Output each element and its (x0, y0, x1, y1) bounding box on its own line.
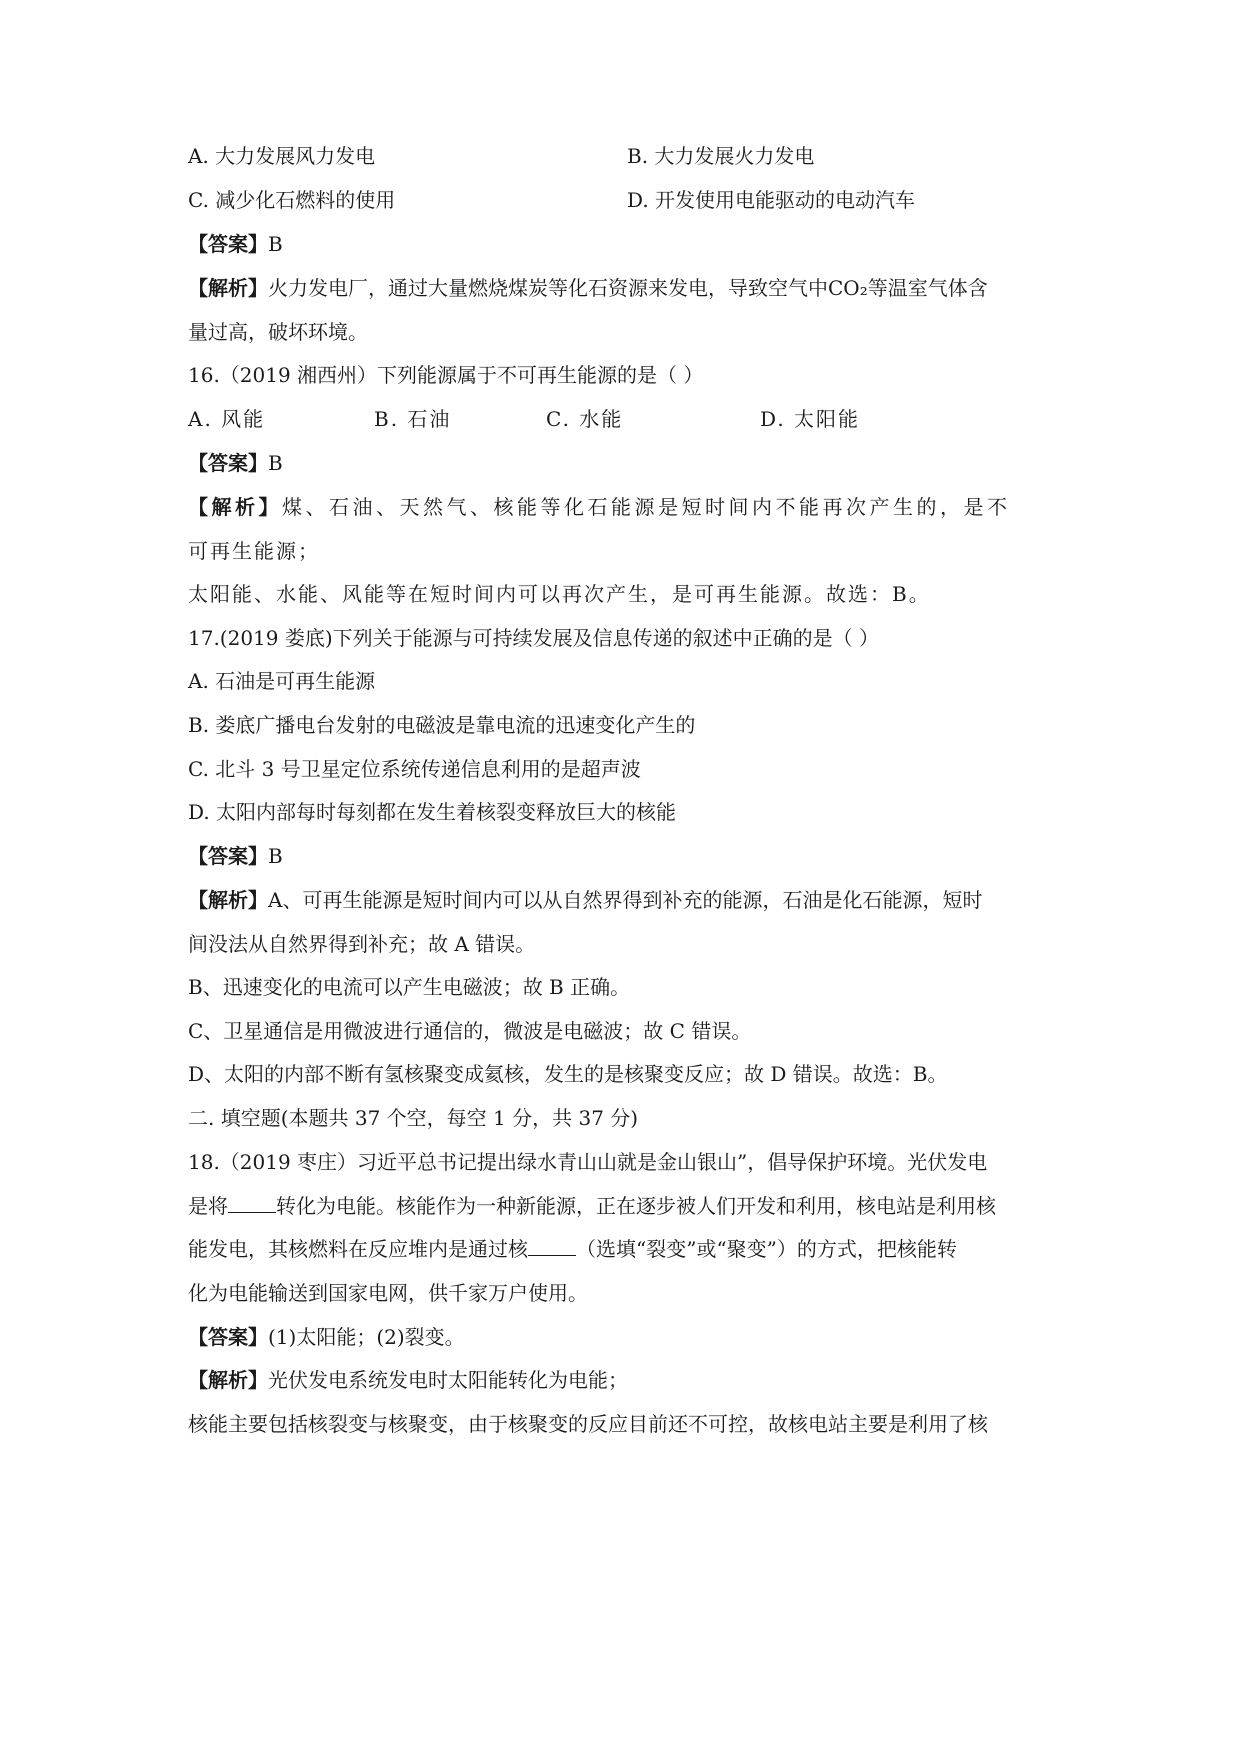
q16-analysis-line-1 (188, 493, 1011, 521)
answer-tag: 【答案】 (188, 232, 268, 256)
answer-tag: 【答案】 (188, 1325, 268, 1349)
q18-stem-line-1: 18.（2019 枣庄）习近平总书记提出绿水青山山就是金山银山”，倡导保护环境。光伏发电 (188, 1150, 988, 1174)
q17-analysis-line-5: D、太阳的内部不断有氢核聚变成氦核，发生的是核聚变反应；故 D 错误。故选：B。 (188, 1062, 948, 1086)
q16-option-b: B. 石油 (374, 407, 452, 431)
q16-option-d: D. 太阳能 (760, 407, 861, 431)
q17-stem: 17.(2019 娄底)下列关于能源与可持续发展及信息传递的叙述中正确的是（ ） (188, 626, 880, 650)
analysis-tag: 【解析】 (188, 888, 268, 912)
q18-stem-line-2 (188, 1192, 996, 1220)
q15-option-d: D. 开发使用电能驱动的电动汽车 (627, 188, 916, 212)
q17-option-b: B. 娄底广播电台发射的电磁波是靠电流的迅速变化产生的 (188, 713, 696, 737)
fill-blank-1 (228, 1194, 276, 1213)
q18-analysis-line-1 (188, 1366, 628, 1394)
q17-option-a: A. 石油是可再生能源 (188, 669, 376, 693)
answer-value: (1)太阳能；(2)裂变。 (268, 1325, 465, 1349)
q18-stem-text: 是将 (188, 1194, 228, 1218)
q15-analysis-line-1 (188, 274, 988, 302)
q15-analysis-line-2: 量过高，破坏环境。 (188, 320, 368, 344)
answer-tag: 【答案】 (188, 451, 268, 475)
q18-answer (188, 1323, 465, 1351)
q16-options (188, 405, 860, 433)
fill-blank-2 (528, 1237, 576, 1256)
q17-option-d: D. 太阳内部每时每刻都在发生着核裂变释放巨大的核能 (188, 800, 677, 824)
q17-analysis-line-2: 间没法从自然界得到补充；故 A 错误。 (188, 932, 536, 956)
q16-analysis-line-3: 太阳能、水能、风能等在短时间内可以再次产生，是可再生能源。故选：B。 (188, 582, 931, 606)
answer-tag: 【答案】 (188, 844, 268, 868)
q15-option-a: A. 大力发展风力发电 (188, 144, 376, 168)
answer-value: B (268, 451, 283, 475)
q18-stem-text: 转化为电能。核能作为一种新能源，正在逐步被人们开发和利用，核电站是利用核 (276, 1194, 996, 1218)
analysis-text: 煤、石油、天然气、核能等化石能源是短时间内不能再次产生的，是不 (282, 495, 1011, 519)
analysis-tag: 【解析】 (188, 276, 268, 300)
analysis-text: 光伏发电系统发电时太阳能转化为电能； (268, 1368, 628, 1392)
q18-stem-text: 能发电，其核燃料在反应堆内是通过核 (188, 1237, 528, 1261)
q17-analysis-line-4: C、卫星通信是用微波进行通信的，微波是电磁波；故 C 错误。 (188, 1019, 752, 1043)
answer-value: B (268, 232, 283, 256)
q15-option-c: C. 减少化石燃料的使用 (188, 188, 396, 212)
q17-analysis-line-1 (188, 886, 982, 914)
q15-option-b: B. 大力发展火力发电 (627, 144, 815, 168)
q17-option-c: C. 北斗 3 号卫星定位系统传递信息利用的是超声波 (188, 757, 641, 781)
answer-value: B (268, 844, 283, 868)
q16-stem: 16.（2019 湘西州）下列能源属于不可再生能源的是（ ） (188, 363, 704, 387)
q18-stem-text: （选填“裂变”或“聚变”）的方式，把核能转 (576, 1237, 957, 1261)
q16-option-c: C. 水能 (546, 407, 624, 431)
q17-analysis-line-3: B、迅速变化的电流可以产生电磁波；故 B 正确。 (188, 975, 631, 999)
analysis-text: A、可再生能源是短时间内可以从自然界得到补充的能源，石油是化石能源，短时 (268, 888, 983, 912)
analysis-text: 火力发电厂，通过大量燃烧煤炭等化石资源来发电，导致空气中CO₂等温室气体含 (268, 276, 988, 300)
q17-answer (188, 842, 283, 870)
q16-answer (188, 449, 283, 477)
q16-analysis-line-2: 可再生能源； (188, 539, 320, 563)
q18-analysis-line-2: 核能主要包括核裂变与核聚变，由于核聚变的反应目前还不可控，故核电站主要是利用了核 (188, 1412, 988, 1436)
analysis-tag: 【解析】 (188, 1368, 268, 1392)
q18-stem-line-3 (188, 1235, 957, 1263)
section-heading-fill-in: 二. 填空题(本题共 37 个空，每空 1 分，共 37 分) (188, 1106, 639, 1130)
analysis-tag: 【解析】 (188, 495, 282, 519)
q16-option-a: A. 风能 (188, 407, 266, 431)
q15-answer (188, 230, 283, 258)
q18-stem-line-4: 化为电能输送到国家电网，供千家万户使用。 (188, 1281, 588, 1305)
